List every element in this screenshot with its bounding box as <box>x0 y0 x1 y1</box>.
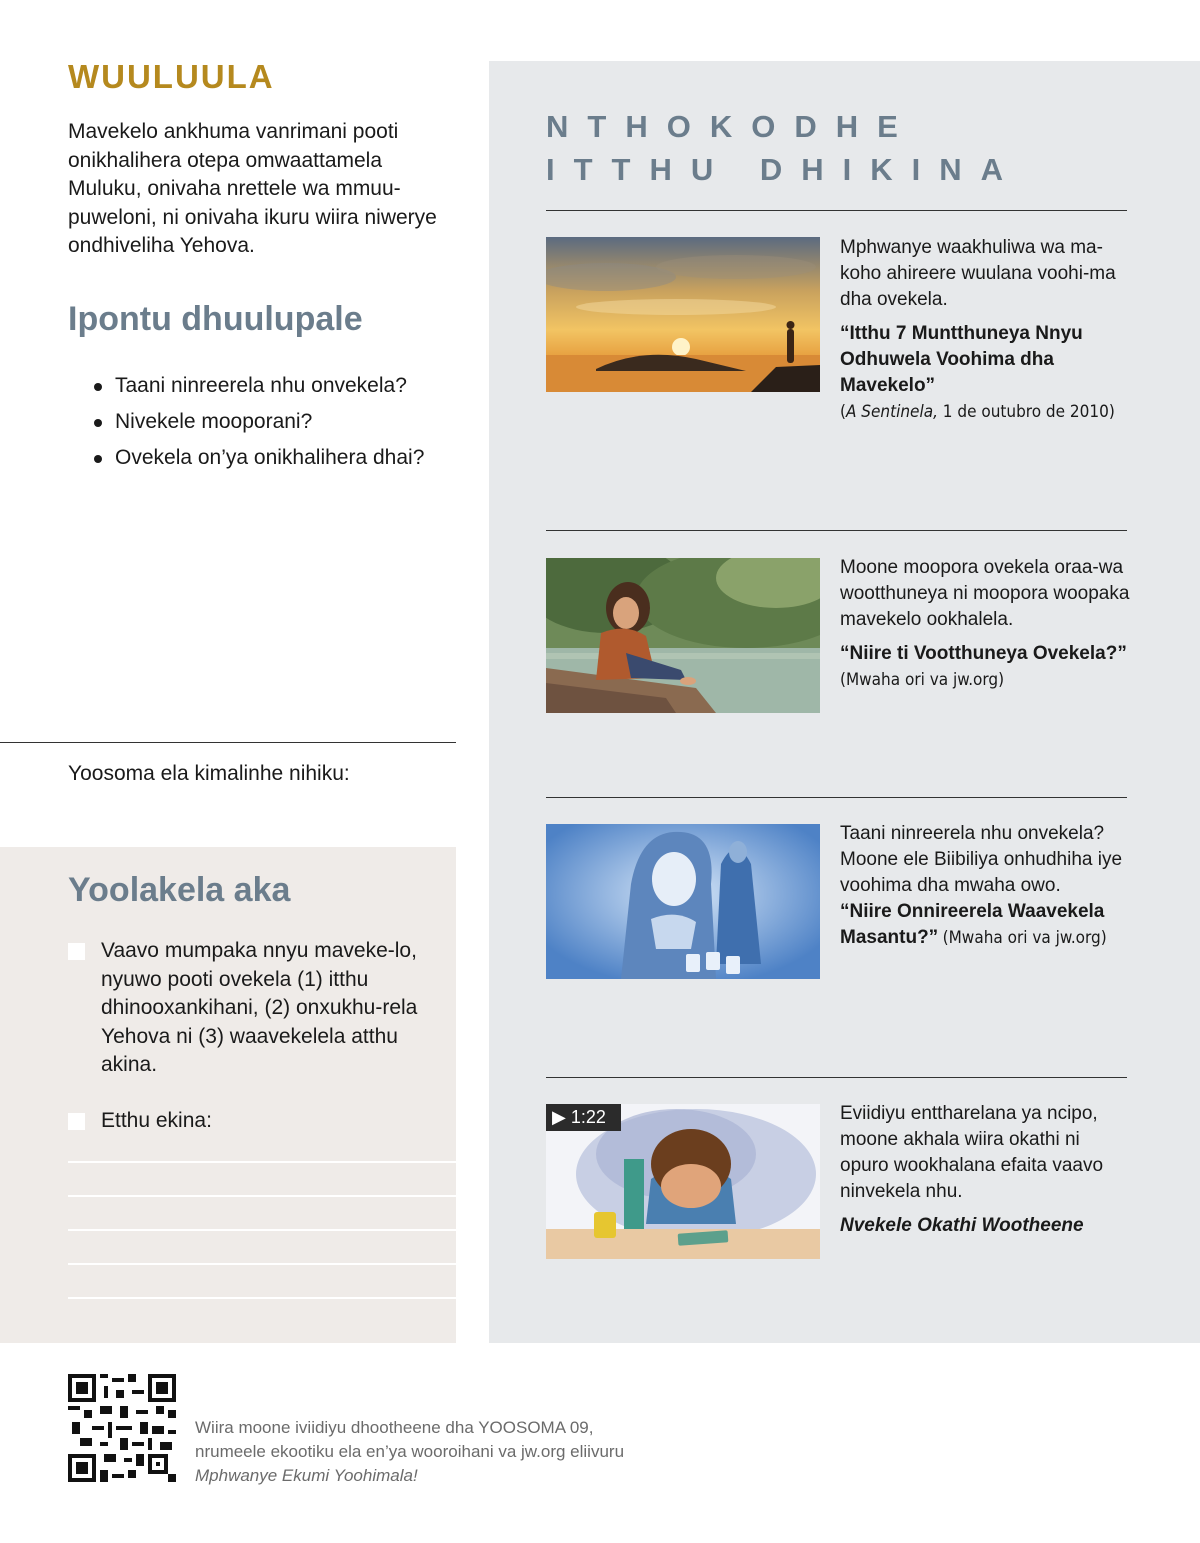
review-question: Taani ninreerela nhu onvekela? <box>92 368 424 404</box>
entry-divider <box>546 797 1127 798</box>
qr-code[interactable] <box>68 1374 176 1482</box>
entry-text <box>840 1101 1130 1239</box>
goal-item[interactable] <box>68 1107 448 1136</box>
entry-source: (Mwaha ori va jw.org) <box>942 928 1107 948</box>
entry-text <box>840 821 1130 951</box>
completed-date-label: Yoosoma ela kimalinhe nihiku: <box>68 762 350 785</box>
explore-heading-line: NTHOKODHE <box>546 109 917 144</box>
entry-title-link[interactable]: Nvekele Okathi Wootheene <box>840 1215 1084 1236</box>
entry-description: Mphwanye waakhuliwa wa ma-koho ahireere wuulana voohi-ma dha ovekela. <box>840 237 1116 310</box>
entry-divider <box>546 530 1127 531</box>
write-line[interactable] <box>68 1229 456 1231</box>
goal-text: Etthu ekina: <box>101 1109 212 1132</box>
explore-panel <box>489 61 1200 1343</box>
goal-item[interactable] <box>68 937 448 1080</box>
explore-heading <box>546 105 1022 191</box>
review-question: Nivekele mooporani? <box>92 404 424 440</box>
entry-description: Eviidiyu enttharelana ya ncipo, moone akhala wiira okathi ni opuro wookhalana efaita vaavo ninvekela nhu. <box>840 1103 1104 1202</box>
review-question: Ovekela on’ya onikhalihera dhai? <box>92 440 424 476</box>
entry-divider <box>546 210 1127 211</box>
explore-heading-line: ITTHU DHIKINA <box>546 152 1023 187</box>
footer-text: Wiira moone iviidiyu dhootheene dha YOOSOMA 09, nrumeele ekootiku ela en’ya wooroihani va jw.org eliivuru Mphwanye Ekumi Yoohimala! <box>195 1418 625 1485</box>
summary-text: Mavekelo ankhuma vanrimani pooti onikhalihera otepa omwaattamela Muluku, onivaha nrettele wa mmuu-puweloni, ni onivaha ikuru wiira niwerye ondhiveliha Yehova. <box>68 120 437 257</box>
goal-text: Vaavo mumpaka nnyu maveke-lo, nyuwo pooti ovekela (1) itthu dhinooxankihani, (2) onxukhu-rela Yehova ni (3) waavekelela atthu akina. <box>101 939 418 1076</box>
sunset-image[interactable] <box>546 237 820 392</box>
entry-source: (A Sentinela, 1 de outubro de 2010) <box>840 402 1115 422</box>
play-icon: ▶ <box>552 1107 566 1127</box>
video-duration: 1:22 <box>570 1107 606 1127</box>
write-line[interactable] <box>68 1263 456 1265</box>
summary-heading: WUULUULA <box>68 58 275 95</box>
goals-panel <box>0 847 456 1343</box>
review-heading: Ipontu dhuulupale <box>68 300 363 338</box>
divider <box>0 742 456 743</box>
entry-description: Taani ninreerela nhu onvekela? Moone ele Biibiliya onhudhiha iye voohima dha mwaha owo. <box>840 823 1123 896</box>
entry-title-link[interactable]: “Niire Onnireerela Waavekela Masantu?” <box>840 901 1105 948</box>
write-line[interactable] <box>68 1297 456 1299</box>
entry-text <box>840 555 1130 693</box>
entry-divider <box>546 1077 1127 1078</box>
entry-title-link[interactable]: “Itthu 7 Muntthuneya Nnyu Odhuwela Voohima dha Mavekelo” <box>840 323 1083 396</box>
entry-description: Moone moopora ovekela oraa-wa wootthuneya ni moopora woopaka mavekelo ookhalela. <box>840 557 1130 630</box>
praying-statue-image[interactable] <box>546 824 820 979</box>
write-line[interactable] <box>68 1161 456 1163</box>
goals-heading: Yoolakela aka <box>68 871 291 909</box>
entry-source: (Mwaha ori va jw.org) <box>840 670 1005 690</box>
goal-checkbox[interactable] <box>68 943 85 960</box>
entry-title-link[interactable]: “Niire ti Vootthuneya Ovekela?” <box>840 643 1127 664</box>
video-duration-badge[interactable] <box>546 1104 621 1131</box>
review-question-list <box>92 368 424 476</box>
river-image[interactable] <box>546 558 820 713</box>
entry-text <box>840 235 1130 425</box>
goal-checkbox[interactable] <box>68 1113 85 1130</box>
write-line[interactable] <box>68 1195 456 1197</box>
